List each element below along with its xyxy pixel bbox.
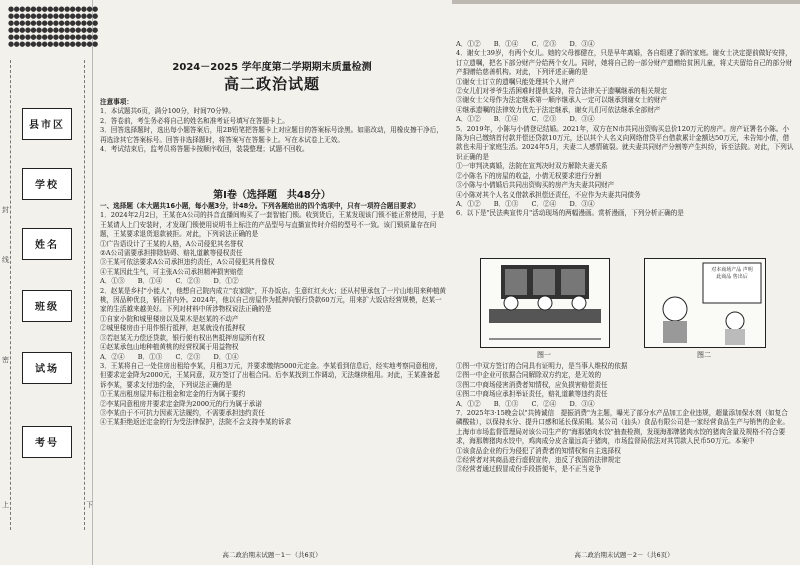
option: ③小陈与小倩婚后共同出资购买的房产为夫妻共同财产 bbox=[456, 181, 615, 190]
cartoon-figure-2 bbox=[644, 258, 766, 348]
option: ①广告语设计了王某的人格，A公司侵犯其名誉权 bbox=[100, 239, 244, 248]
option: ①自家小院和城里楼房以及果木是赵某的不动产 bbox=[100, 314, 239, 323]
seal-line-left bbox=[10, 60, 12, 530]
option: ③谢女士父母作为法定继承第一顺序继承人一定可以继承到谢女士的财产 bbox=[456, 96, 667, 105]
question-list-bottom bbox=[456, 362, 794, 475]
answer-choices: A．①② B．①④ C．②③ D．③④ bbox=[456, 40, 595, 48]
option: ④王某拒绝返还定金的行为受法律保护，法院不会支持李某的诉求 bbox=[100, 418, 292, 427]
option: ①一审判决离婚，法院在宣判决时双方解除夫妻关系 bbox=[456, 162, 608, 171]
option: ②经营者对其商品进行虚假宣传，违反了我国的法律规定 bbox=[456, 456, 621, 465]
notice-item: 3．回答选择题时，选出每小题答案后，用2B铅笔把答题卡上对应题目的答案标号涂黑。如需改动，用橡皮擦干净后，再选涂其它答案标号。回答非选择题时，将答案写在答题卡上。写在本试卷上无效。 bbox=[100, 126, 443, 144]
question-stem: 5．2019年，小陈与小倩登记结婚。2021年，双方在N市共同出资购买总价120万元的房产。房产证署名小陈。小陈为自己缴纳首付款并偿还贷款10万元，还以其个人名义向网络借贷平台借款累计金额达50万元，未告知小倩，借款也未用于家庭生活。2024年5月，夫妻二人感情破裂。就夫妻共同财产分割等产生纠纷，诉至法院。对此，下列认识正确的是 bbox=[456, 124, 794, 161]
dot-border-pattern: ●●●●●●●●●●●●●●●● ●●●●●●●●●●●●●●●● ●●●●●●●●●●●●●●●● ●●●●●●●●●●●●●●●● ●●●●●●●●●●●●●●●● ●●●●●●●●●●●●●●●● bbox=[8, 5, 98, 48]
right-page bbox=[452, 0, 796, 565]
option: ④王某因此生气，可主张A公司承担精神损害赔偿 bbox=[100, 267, 244, 276]
field-name[interactable]: 姓名 bbox=[22, 228, 72, 260]
question-list bbox=[100, 202, 446, 428]
option: ④小陈对其个人名义借款承担偿还责任，不应作为夫妻共同债务 bbox=[456, 190, 641, 199]
seal-mark: 封 bbox=[2, 206, 9, 214]
question-stem: 1．2024年2月2日，王某在A公司的抖音直播间购买了一套智能门锁。收到货后，王某发现该门锁不能正常使用，于是王某请人上门安装时，才发现门锁使用说明书上标注的产品型号与直播宣传时介绍的型号不一致。该门锁质量存在问题，王某要求退货退款被拒。对此，下列说法正确的是 bbox=[100, 211, 445, 239]
notice-item: 2．答卷前，考生务必将自己的姓名和准考证号填写在答题卡上。 bbox=[100, 116, 289, 125]
page-footer: 高二政治期末试题－1－（共6页） bbox=[222, 551, 322, 559]
field-exam-number[interactable]: 考号 bbox=[22, 426, 72, 458]
option: ①谢女士订立的遗嘱只能处理其个人财产 bbox=[456, 77, 575, 86]
page-footer: 高二政治期末试题－2－（共6页） bbox=[574, 551, 674, 559]
notice-block bbox=[100, 98, 446, 154]
answer-choices: A．①③ B．①④ C．②③ D．①② bbox=[100, 277, 239, 286]
question-stem: 4．谢女士39岁，有两个女儿。她的父母都健在，只是早年离婚，各自组建了新的家庭。谢女士决定提前做好安排，订立遗嘱，把名下部分财产分给两个女儿。同时，她将自己的一部分财产遗赠给贫困儿童，将丈夫留给自己的部分财产捐赠给慈善机构。对此，下列评述正确的是 bbox=[456, 49, 793, 77]
option: ③王某可依法要求A公司承担违约责任，A公司侵犯其肖像权 bbox=[100, 258, 275, 267]
option: ④图二中商场应承担举证责任，赔礼道歉等违约责任 bbox=[456, 390, 608, 399]
option: ②李某同意租房并要求定金降为2000元的行为属于承诺 bbox=[100, 399, 262, 408]
cartoon-2-sign: 对本商场产品 声明 此商品 售出后 bbox=[711, 267, 753, 280]
option: ③图二中商场侵害消费者知情权，应负损害赔偿责任 bbox=[456, 380, 608, 389]
option: ②小陈名下的房屋的收益，小倩无权要求进行分割 bbox=[456, 171, 602, 180]
answer-choices: A．①② B．①③ C．②④ D．③④ bbox=[456, 199, 595, 208]
option: ③李某由于不可抗力因素无法履约，不需要承担违约责任 bbox=[100, 408, 265, 417]
seal-mark: 线 bbox=[2, 256, 9, 264]
seal-mark: 密 bbox=[2, 356, 9, 364]
option: ①王某出租房屋并标注租金和定金的行为属于要约 bbox=[100, 390, 246, 399]
exam-header: 2024－2025 学年度第二学期期末质量检测 bbox=[172, 62, 372, 73]
seal-mark: 下 bbox=[86, 501, 93, 509]
question-stem: 6．以下是"民法典宣传月"活动现场的两幅漫画。赏析漫画，下列分析正确的是 bbox=[456, 209, 684, 218]
notice-title: 注意事项： bbox=[100, 98, 133, 106]
question-stem: 7．2025年3·15晚会以"共铸诚信 提振消费"为主题，曝光了部分水产品加工企业违规，超量添加保水剂（如复合磷酸盐），以保持水分、提升口感和延长保质期。某公司（汕头）食品有限公司是一家经营食品生产与销售的企业。上海市市场监督管理局对该公司生产的"海那猪肉水饺"抽查检测，发现海那牌猪肉水饺的猪肉含量及规格不符合要求，海那牌猪肉水饺中，鸡肉成分皮含量远高于猪肉，市场监督局依法对其罚款人民币50万元。本案中 bbox=[456, 409, 789, 446]
cartoon-caption-2: 图二 bbox=[697, 351, 711, 359]
notice-item: 1．本试题共6页，满分100分，时间70分钟。 bbox=[100, 107, 235, 116]
answer-choices: A．①② B．①③ C．②④ D．③④ bbox=[456, 399, 595, 408]
question-stem: 3．王某将自己一处住房出租给李某，月租3万元，并要求缴纳5000元定金。李某看到信息后，经实地考察同意租房，但要求定金降为2000元，王某同意，双方签订了出租合同。后李某找到工作调动，无法继续租用。对此，王某准备起诉李某，要求支付违约金，下列说法正确的是 bbox=[100, 361, 442, 389]
left-page bbox=[96, 0, 448, 565]
binding-strip bbox=[0, 0, 98, 565]
notice-item: 4．考试结束后，监考员将答题卡按顺序收回，装袋整理；试题不回收。 bbox=[100, 145, 309, 154]
answer-choices: A．①② B．①④ C．②③ D．③④ bbox=[456, 115, 595, 124]
option: ④赵某承包山地种植黄桃的经营权属于用益物权 bbox=[100, 343, 239, 352]
field-county[interactable]: 县市区 bbox=[22, 108, 72, 140]
cartoon-caption-1: 图一 bbox=[537, 351, 551, 359]
option: ②女儿们对爷爷生活困难时提供支持，符合法律关于遗嘱继承的相关规定 bbox=[456, 87, 667, 96]
option: ③经营者通过假冒成份手段搭便车，是不正当竞争 bbox=[456, 465, 602, 474]
option: ①图一中双方签订的合同具有证明力，是当事人维权的依据 bbox=[456, 362, 628, 370]
seal-line-right bbox=[84, 60, 86, 530]
option: ②图一中企业可依据合同解除双方约定，是无效的 bbox=[456, 371, 602, 380]
cartoon-1-drawing bbox=[481, 259, 609, 347]
field-room[interactable]: 试场 bbox=[22, 352, 72, 384]
section-title: 第Ⅰ卷（选择题 共48分） bbox=[213, 190, 331, 201]
question-stem: 2．赵某是乡村"小能人"，他想自己院内成立"农家院"，开办饭店。生意红红火火；还从村里承包了一片山地用来种植黄桃，因品种优良，销往省内外。2024年，他以自己房屋作为抵押向银行贷款60万元，用来扩大饭店经营规模，赵某一家的生活越来越美好。下列对材料中所涉物权说法正确的是 bbox=[100, 286, 447, 314]
field-class[interactable]: 班级 bbox=[22, 290, 72, 322]
cartoon-figure-1 bbox=[480, 258, 610, 348]
option: ②A公司需要承担排除妨碍、赔礼道歉等侵权责任 bbox=[100, 249, 243, 258]
option: ④继承遗嘱的法律效力优先于法定继承，谢女儿们可依法继承全部财产 bbox=[456, 105, 661, 114]
option: ①该食品企业的行为侵犯了消费者的知情权和自主选择权 bbox=[456, 446, 621, 455]
answer-choices: A．②④ B．①③ C．②③ D．①④ bbox=[100, 352, 239, 361]
section-intro: 一、选择题（本大题共16小题，每小题3分，计48分。下列各题给出的四个选项中，只有一项符合题目要求） bbox=[100, 202, 420, 210]
field-school[interactable]: 学校 bbox=[22, 168, 72, 200]
option: ②城里楼房由于用作银行抵押，赵某就没有抵押权 bbox=[100, 324, 246, 333]
exam-title: 高二政治试题 bbox=[223, 75, 320, 93]
seal-mark: 上 bbox=[2, 501, 9, 509]
question-list-top bbox=[456, 40, 794, 219]
option: ③若赵某无力偿还贷款，银行便有权出售抵押房屋所有权 bbox=[100, 333, 265, 342]
